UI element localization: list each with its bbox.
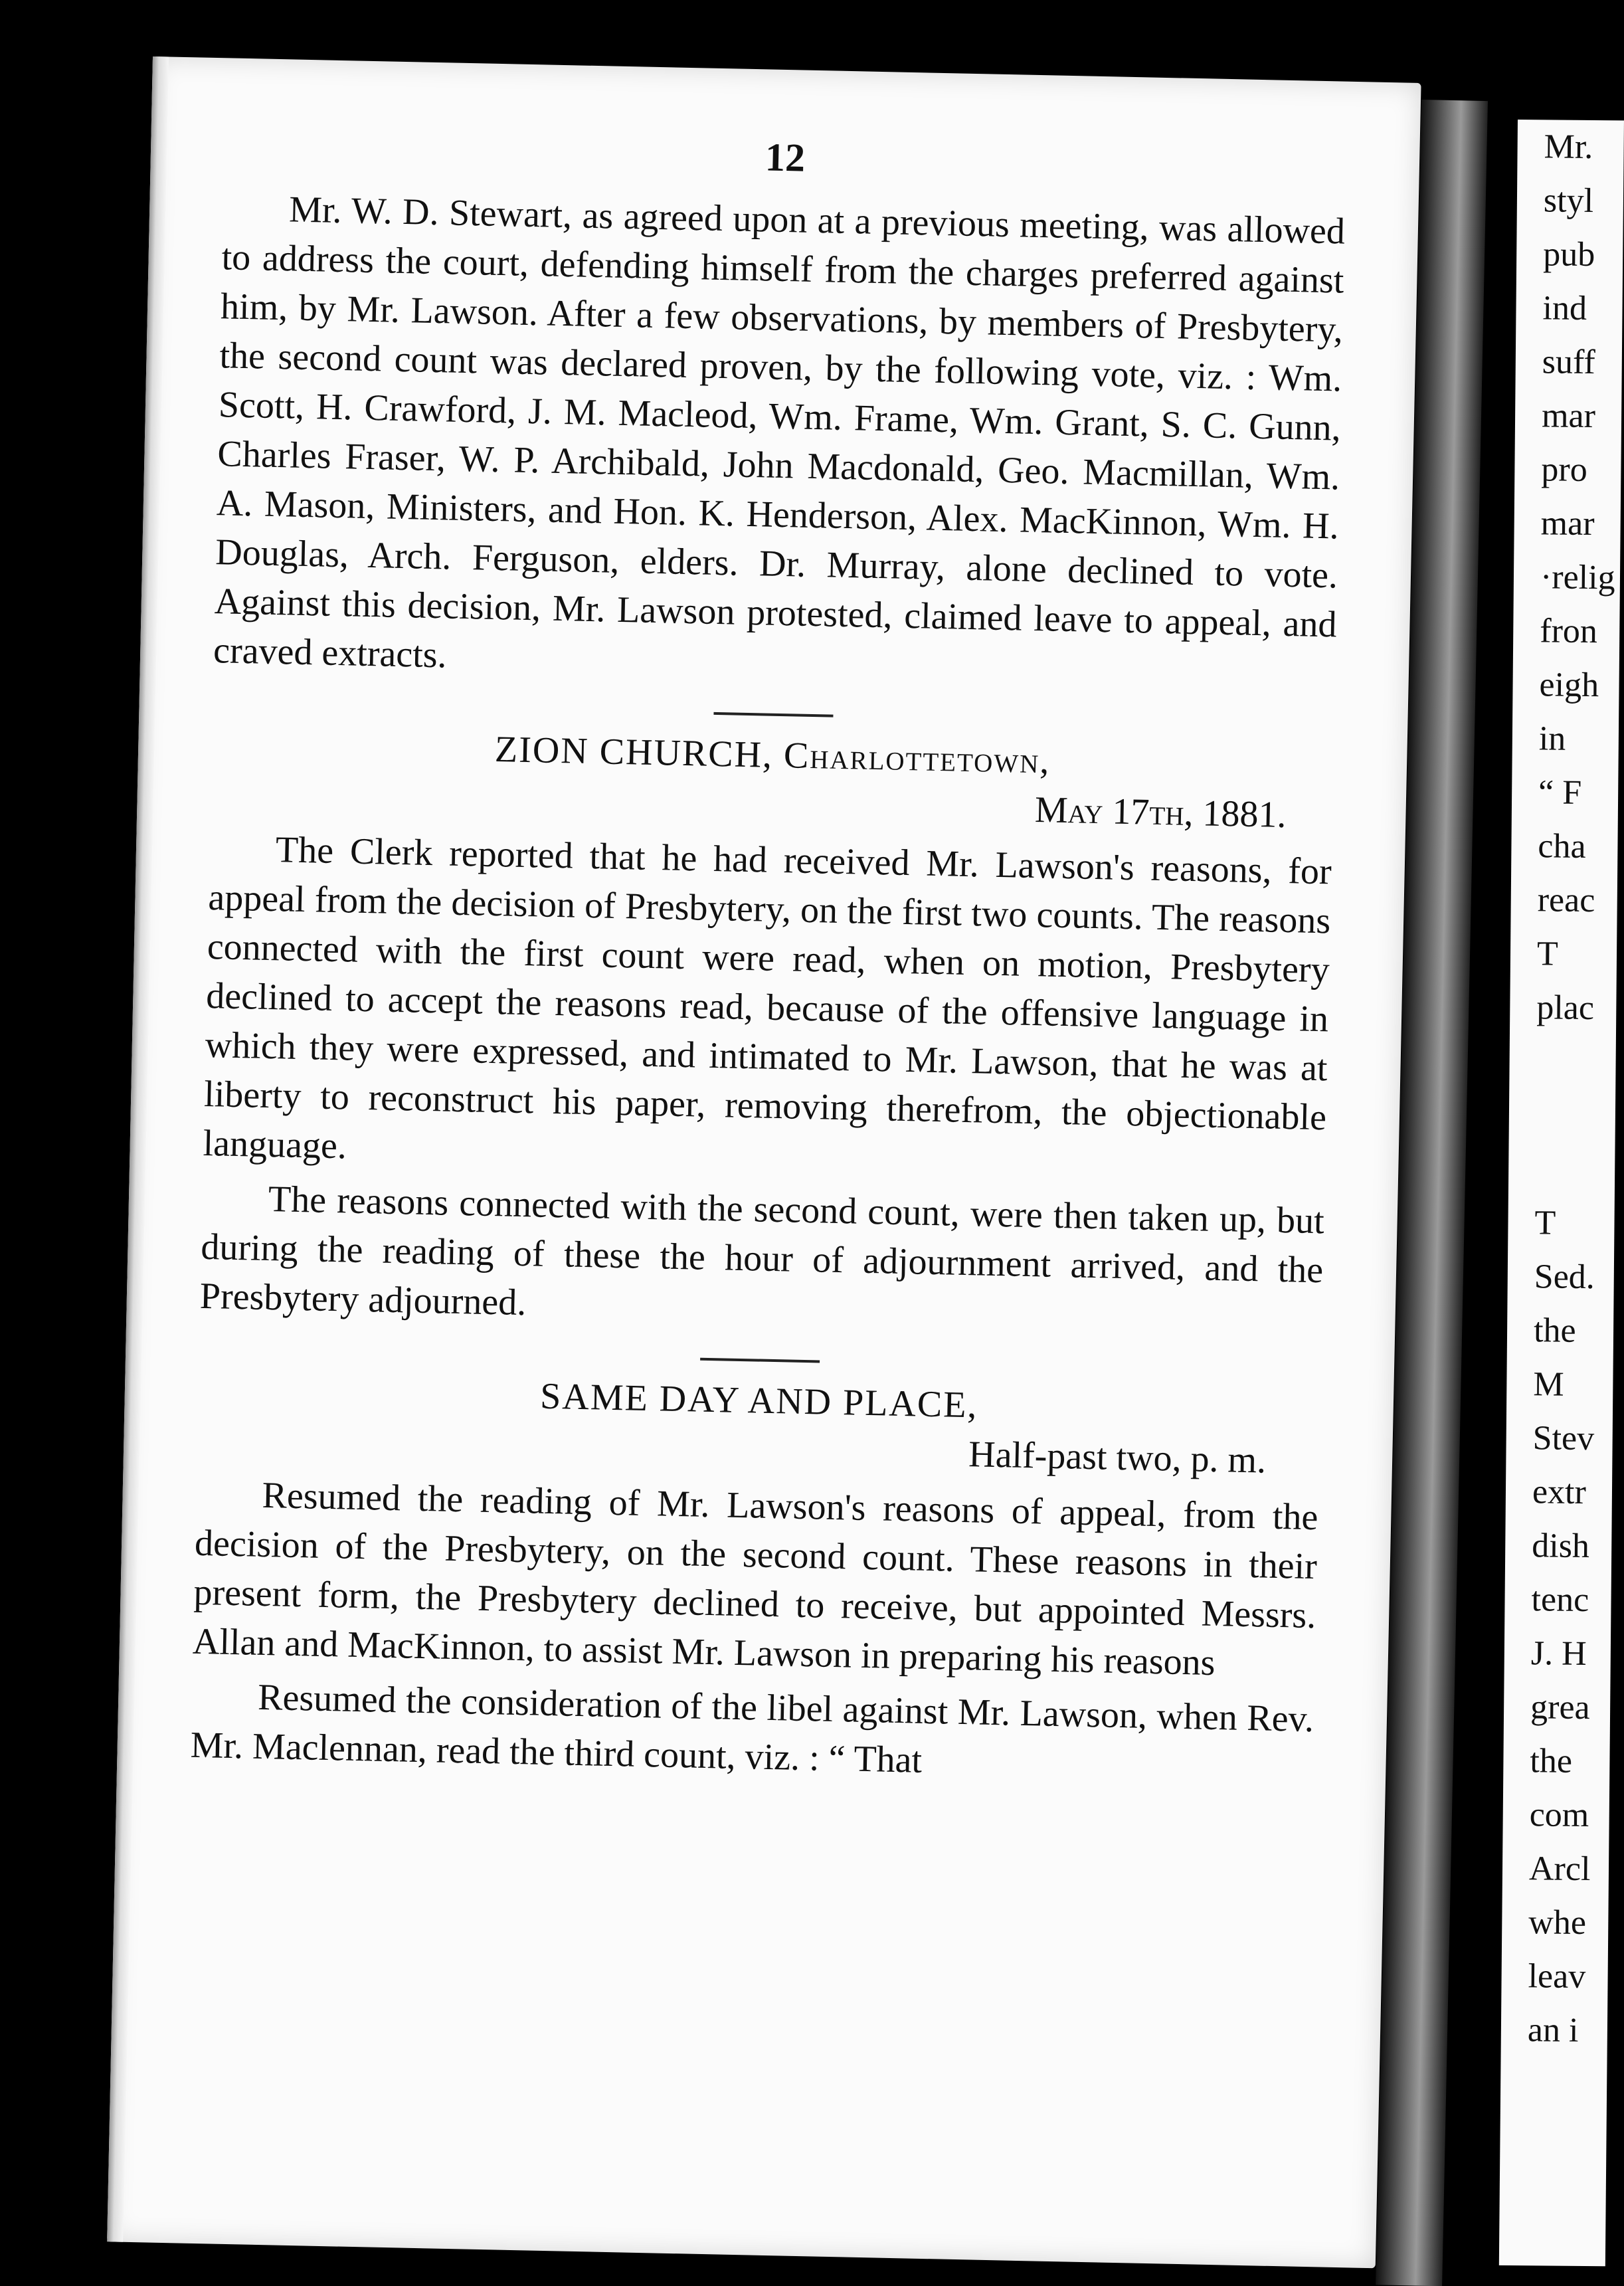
facing-page-fragment: T (1536, 935, 1559, 973)
left-page (107, 56, 1421, 2268)
facing-page-fragment: whe (1528, 1903, 1587, 1943)
facing-page-fragment: com (1529, 1796, 1589, 1835)
facing-page-fragment: in (1538, 719, 1566, 758)
facing-page-fragment: suff (1542, 343, 1596, 382)
facing-page-fragment: Arcl (1528, 1850, 1591, 1889)
facing-page-fragment: fron (1540, 612, 1598, 651)
facing-page-fragment (1509, 1034, 1616, 1089)
facing-page-fragment: reac (1537, 881, 1595, 920)
section-divider (700, 1358, 820, 1363)
facing-page-fragment: extr (1532, 1473, 1587, 1511)
facing-page-fragment: the (1530, 1742, 1573, 1780)
heading-place: Charlottetown, (783, 735, 1051, 782)
facing-page-fragment: grea (1530, 1688, 1590, 1727)
facing-page-fragment: leav (1528, 1957, 1586, 1996)
facing-page-fragment: eigh (1539, 666, 1599, 705)
facing-page-fragment: Mr. (1544, 128, 1593, 166)
heading-church: ZION CHURCH, (494, 729, 774, 776)
facing-page-fragment: an i (1527, 2011, 1579, 2049)
page-content (190, 121, 1347, 1793)
facing-page-fragment (1509, 1088, 1616, 1143)
facing-page-fragment: pro (1541, 450, 1587, 489)
facing-page-fragment: cha (1538, 827, 1586, 866)
facing-page-fragment: ind (1542, 289, 1587, 328)
facing-page-fragment: dish (1532, 1527, 1590, 1566)
facing-page-fragment: ·relig (1540, 558, 1615, 597)
third-count-paragraph: Resumed the consideration of the libel against Mr. Lawson, when Rev. Mr. Maclennan, read the third count, viz. : “ That (190, 1676, 1314, 1781)
facing-page-fragment: Sed. (1534, 1258, 1595, 1297)
facing-page-fragment: Stev (1532, 1419, 1595, 1458)
facing-page-fragment: styl (1543, 181, 1594, 220)
facing-page-fragment: M (1533, 1365, 1564, 1404)
facing-page-fragment (1508, 1142, 1615, 1196)
facing-page-fragment: mar (1540, 504, 1595, 543)
same-day-heading: SAME DAY AND PLACE, (539, 1375, 979, 1426)
facing-page-fragment: “ F (1538, 773, 1582, 812)
second-count-paragraph: The reasons connected with the second count, were then taken up, but during the reading of these the hour of adjournment arrived, and the Presbytery adjourned. (199, 1179, 1325, 1324)
clerk-report-paragraph: The Clerk reported that he had received Mr. Lawson's reasons, for appeal from the decision of Presbytery, on the first two counts. The reasons connected with the first count were read, when on motion, Presbytery declined to accept the reasons read, because of the offensive language in which they were expressed, and intimated to Mr. Lawson, that he was at liberty to reconstruct his paper, removing therefrom, the objectionable language. (203, 829, 1332, 1167)
section-divider (713, 712, 833, 717)
facing-page-fragment: mar (1541, 397, 1596, 436)
stewart-paragraph: Mr. W. D. Stewart, as agreed upon at a previous meeting, was allowed to address the court, defending himself from the charges preferred against him, by Mr. Lawson. After a few observations, by members of Presbytery, the second count was declared proven, by the following vote, viz. : Wm. Scott, H. Crawford, J. M. Macleod, Wm. Frame, Wm. Grant, S. C. Gunn, Charles Fraser, W. P. Archibald, John Macdonald, Geo. Macmillan, Wm. A. Mason, Ministers, and Hon. K. Henderson, Alex. MacKinnon, Wm. H. Douglas, Arch. Ferguson, elders. Dr. Murray, alone declined to vote. Against this decision, Mr. Lawson protested, claimed leave to appeal, and craved extracts. (213, 189, 1346, 676)
facing-page-fragment: the (1533, 1311, 1576, 1350)
meeting-date: May 17th, 1881. (1034, 789, 1287, 836)
facing-page-fragment: T (1534, 1204, 1556, 1242)
facing-page-fragment: plac (1536, 989, 1595, 1028)
page-edge (107, 56, 169, 2242)
facing-page (1499, 120, 1624, 2266)
page-number: 12 (765, 135, 806, 180)
facing-page-fragment: pub (1542, 235, 1595, 274)
facing-page-fragment: tenc (1531, 1580, 1589, 1620)
facing-page-fragment: J. H (1530, 1634, 1587, 1673)
resumed-reading-paragraph: Resumed the reading of Mr. Lawson's reasons of appeal, from the decision of the Presbytery, on the second count. These reasons in their present form, the Presbytery declined to receive, but appointed Messrs. Allan and MacKinnon, to assist Mr. Lawson in preparing his reasons (192, 1474, 1318, 1684)
meeting-time: Half-past two, p. m. (968, 1434, 1267, 1481)
